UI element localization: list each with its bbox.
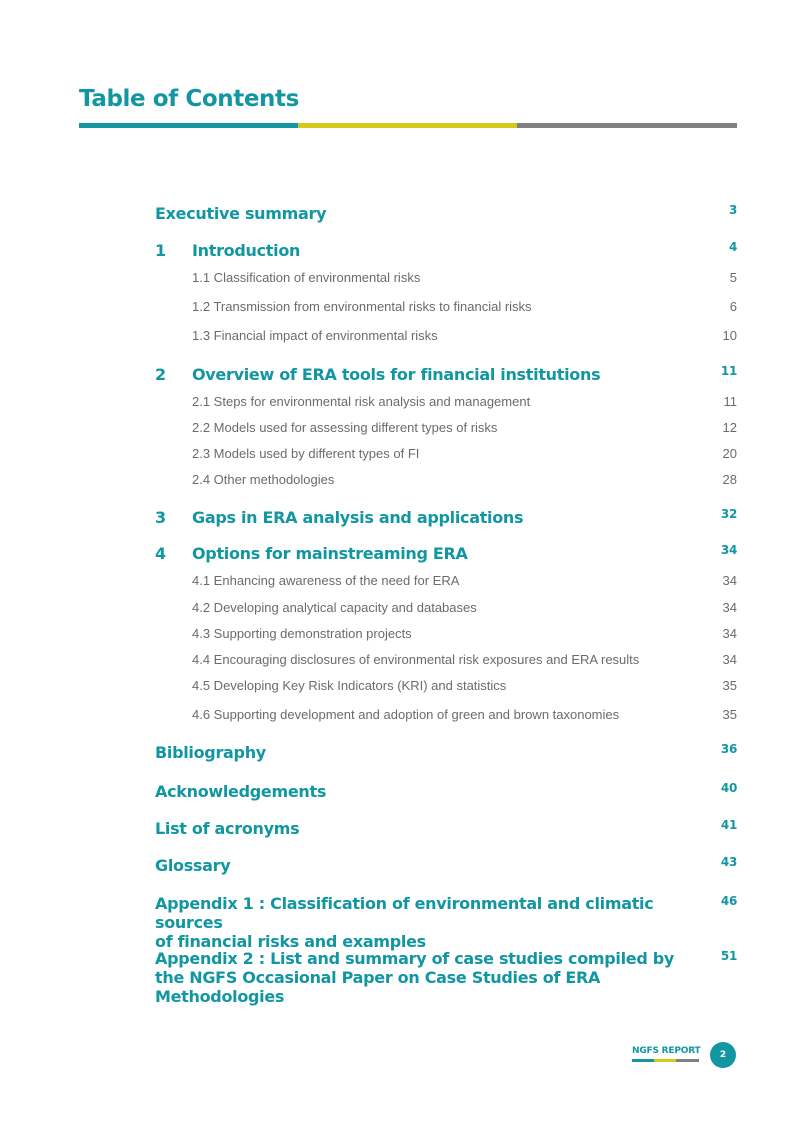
toc-entry-title: 2.4 Other methodologies: [192, 472, 335, 487]
toc-section-number: 4: [155, 544, 166, 563]
toc-page-number: 34: [722, 652, 737, 667]
page-number-badge: [710, 1042, 736, 1068]
toc-page-number: 51: [720, 949, 737, 963]
toc-entry-title-line-1: Appendix 1 : Classification of environmental and climatic sources: [155, 894, 654, 932]
toc-entry-title: Executive summary: [155, 204, 327, 223]
toc-page-number: 36: [720, 742, 737, 756]
toc-entry-title-line-1: Appendix 2 : List and summary of case studies compiled by: [155, 949, 675, 968]
toc-entry-title: 4.5 Developing Key Risk Indicators (KRI) and statistics: [192, 678, 507, 693]
toc-entry-title: 2.2 Models used for assessing different types of risks: [192, 420, 498, 435]
toc-section-number: 3: [155, 508, 166, 527]
toc-entry-title: 1.1 Classification of environmental risks: [192, 270, 421, 285]
toc-entry-title: Acknowledgements: [155, 782, 327, 801]
toc-entry-title-line-2: of financial risks and examples: [155, 932, 426, 951]
toc-entry-title: 4.3 Supporting demonstration projects: [192, 626, 412, 641]
toc-entry-title: 2.1 Steps for environmental risk analysis and management: [192, 394, 531, 409]
title-underline-gray: [517, 123, 737, 128]
toc-page-number: 6: [729, 299, 737, 314]
toc-entry-title: Options for mainstreaming ERA: [192, 544, 468, 563]
toc-entry-appendix-2[interactable]: [155, 949, 737, 1006]
toc-entry-title: Overview of ERA tools for financial institutions: [192, 365, 601, 384]
toc-page-number: 10: [722, 328, 737, 343]
footer-report-label: NGFS REPORT: [632, 1046, 701, 1056]
footer-bar-teal: [632, 1059, 654, 1062]
toc-section-number: 1: [155, 241, 166, 260]
page-number: 2: [719, 1050, 727, 1060]
toc-entry-title: 1.3 Financial impact of environmental risks: [192, 328, 438, 343]
toc-page-number: 35: [722, 678, 737, 693]
toc-page-number: 43: [720, 855, 737, 869]
toc-entry-title: [155, 949, 715, 1006]
toc-page-number: 3: [728, 203, 737, 217]
toc-page-number: 20: [722, 446, 737, 461]
toc-page-number: 41: [720, 818, 737, 832]
toc-entry-title: Introduction: [192, 241, 301, 260]
toc-entry-title: List of acronyms: [155, 819, 300, 838]
toc-page-number: 11: [723, 394, 737, 409]
toc-entry-title: 4.4 Encouraging disclosures of environmental risk exposures and ERA results: [192, 652, 640, 667]
toc-page-number: 46: [720, 894, 737, 908]
toc-page-number: 40: [720, 781, 737, 795]
title-underline-yellow: [298, 123, 517, 128]
toc-entry-title: [155, 894, 695, 951]
toc-page-number: 4: [728, 240, 737, 254]
toc-page-number: 5: [729, 270, 737, 285]
toc-page-number: 34: [722, 626, 737, 641]
toc-section-number: 2: [155, 365, 166, 384]
toc-page-number: 35: [722, 707, 737, 722]
toc-entry-title: Gaps in ERA analysis and applications: [192, 508, 524, 527]
toc-page-number: 12: [722, 420, 737, 435]
toc-entry-title: 1.2 Transmission from environmental risks to financial risks: [192, 299, 532, 314]
toc-entry-title: 4.2 Developing analytical capacity and databases: [192, 600, 477, 615]
toc-entry-title: 4.1 Enhancing awareness of the need for ERA: [192, 573, 460, 588]
toc-page-number: 32: [720, 507, 737, 521]
toc-entry-appendix-1[interactable]: [155, 894, 737, 951]
toc-entry-title: Glossary: [155, 856, 231, 875]
toc-page-number: 28: [722, 472, 737, 487]
toc-entry-title: Bibliography: [155, 743, 266, 762]
toc-entry-title-line-2: the NGFS Occasional Paper on Case Studies of ERA Methodologies: [155, 968, 601, 1006]
toc-page-number: 34: [722, 600, 737, 615]
toc-page-number: 34: [720, 543, 737, 557]
footer-bar-yellow: [654, 1059, 676, 1062]
toc-page-number: 34: [722, 573, 737, 588]
footer-bar-gray: [676, 1059, 699, 1062]
toc-entry-title: 2.3 Models used by different types of FI: [192, 446, 420, 461]
toc-entry-title: 4.6 Supporting development and adoption of green and brown taxonomies: [192, 707, 620, 722]
toc-page-number: 11: [720, 364, 737, 378]
title-underline-teal: [79, 123, 298, 128]
page-title: Table of Contents: [79, 86, 299, 112]
